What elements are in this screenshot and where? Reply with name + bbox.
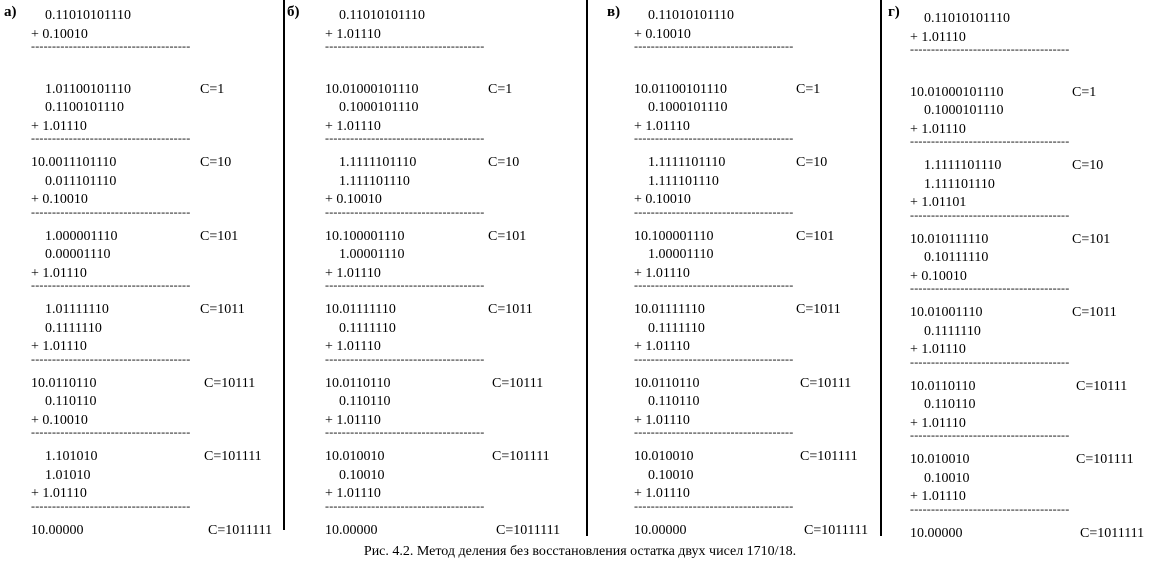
- panel-label: г): [888, 4, 900, 20]
- quotient-value: C=101111: [204, 449, 262, 464]
- binary-operand: 10.0110110: [910, 378, 976, 394]
- sum-separator: --------------------------------------: [325, 351, 485, 366]
- sum-separator: --------------------------------------: [634, 204, 794, 219]
- binary-operand: 0.00001110: [45, 247, 111, 262]
- sum-separator: --------------------------------------: [634, 425, 794, 439]
- binary-operand: 1.111101110: [648, 173, 719, 189]
- binary-operand: 0.11010101110: [648, 8, 734, 23]
- binary-operand: 10.010010: [910, 452, 970, 467]
- binary-operand: 10.010010: [634, 449, 694, 464]
- binary-operand: + 1.01110: [31, 486, 87, 501]
- quotient-value: C=1: [200, 81, 225, 97]
- sum-separator: --------------------------------------: [910, 428, 1070, 442]
- sum-separator: --------------------------------------: [325, 39, 485, 53]
- panel-label: а): [4, 4, 17, 20]
- binary-operand: 10.0011101110: [31, 155, 117, 170]
- binary-operand: 0.110110: [924, 397, 976, 412]
- binary-operand: 0.011101110: [45, 173, 117, 189]
- binary-operand: 10.100001110: [634, 228, 714, 244]
- binary-operand: 1.1111101110: [339, 155, 417, 170]
- sum-separator: --------------------------------------: [634, 131, 794, 145]
- quotient-value: C=1011111: [208, 522, 273, 538]
- binary-operand: 0.1111110: [648, 320, 705, 336]
- sum-separator: --------------------------------------: [325, 425, 485, 439]
- binary-operand: 0.10010: [339, 467, 385, 483]
- quotient-value: C=1: [796, 81, 821, 97]
- binary-operand: + 1.01110: [634, 265, 690, 281]
- quotient-value: C=1011: [1072, 305, 1117, 320]
- column-divider: [283, 0, 285, 530]
- binary-operand: + 1.01110: [634, 412, 690, 428]
- sum-separator: --------------------------------------: [31, 498, 191, 513]
- binary-operand: 0.1111110: [45, 320, 102, 336]
- quotient-value: C=10111: [1076, 378, 1128, 394]
- binary-operand: 0.10010: [648, 467, 694, 483]
- binary-operand: + 1.01110: [634, 118, 690, 134]
- binary-operand: 0.110110: [648, 394, 700, 409]
- binary-operand: + 1.01110: [325, 26, 381, 42]
- sum-separator: --------------------------------------: [325, 131, 485, 145]
- binary-operand: 10.01000101110: [910, 84, 1004, 100]
- binary-operand: + 0.10010: [31, 412, 88, 428]
- binary-operand: 10.00000: [634, 522, 687, 538]
- binary-operand: 0.1000101110: [339, 100, 419, 115]
- binary-operand: 10.100001110: [325, 228, 405, 244]
- binary-operand: 10.0110110: [634, 375, 700, 391]
- binary-operand: + 1.01110: [634, 339, 690, 354]
- binary-operand: + 0.10010: [634, 26, 691, 42]
- binary-operand: + 1.01101: [910, 195, 967, 210]
- quotient-value: C=1011111: [1080, 525, 1145, 541]
- sum-separator: --------------------------------------: [325, 204, 485, 219]
- quotient-value: C=10: [796, 155, 828, 170]
- binary-operand: + 1.01110: [325, 265, 381, 281]
- quotient-value: C=10: [488, 155, 520, 170]
- binary-operand: 1.000001110: [45, 228, 118, 244]
- binary-operand: 10.01111110: [325, 302, 396, 317]
- binary-operand: 1.00001110: [648, 247, 714, 262]
- binary-operand: 0.1111110: [339, 320, 396, 336]
- sum-separator: --------------------------------------: [31, 39, 191, 53]
- binary-operand: + 1.01110: [325, 412, 381, 428]
- sum-separator: --------------------------------------: [31, 131, 191, 145]
- binary-operand: 1.01010: [45, 467, 91, 483]
- binary-operand: + 0.10010: [634, 192, 691, 207]
- sum-separator: --------------------------------------: [634, 351, 794, 366]
- binary-operand: 1.01111110: [45, 302, 109, 317]
- quotient-value: C=10111: [204, 375, 256, 391]
- binary-operand: + 1.01110: [910, 29, 966, 45]
- binary-operand: 0.1000101110: [648, 100, 728, 115]
- binary-operand: 0.1111110: [924, 323, 981, 339]
- binary-operand: + 0.10010: [910, 268, 967, 284]
- binary-operand: 0.11010101110: [924, 11, 1010, 26]
- quotient-value: C=1011: [200, 302, 245, 317]
- sum-separator: --------------------------------------: [634, 498, 794, 513]
- binary-operand: 0.1100101110: [45, 100, 124, 115]
- binary-operand: 0.1000101110: [924, 103, 1004, 118]
- binary-operand: 10.01000101110: [325, 81, 419, 97]
- quotient-value: C=101: [796, 228, 835, 244]
- quotient-value: C=1011111: [804, 522, 869, 538]
- quotient-value: C=101: [488, 228, 527, 244]
- binary-operand: + 1.01110: [325, 486, 381, 501]
- quotient-value: C=1: [1072, 84, 1097, 100]
- binary-operand: 0.110110: [45, 394, 97, 409]
- quotient-value: C=101111: [800, 449, 858, 464]
- binary-operand: + 1.01110: [634, 486, 690, 501]
- panel-label: в): [607, 4, 621, 20]
- binary-operand: + 1.01110: [910, 415, 966, 431]
- binary-operand: + 1.01110: [325, 118, 381, 134]
- column-divider: [880, 0, 882, 536]
- column-divider: [586, 0, 588, 536]
- sum-separator: --------------------------------------: [31, 351, 191, 366]
- binary-operand: 0.10111110: [924, 250, 989, 265]
- quotient-value: C=10111: [800, 375, 852, 391]
- sum-separator: --------------------------------------: [325, 278, 485, 292]
- sum-separator: --------------------------------------: [910, 207, 1070, 222]
- quotient-value: C=1: [488, 81, 513, 97]
- binary-operand: + 1.01110: [910, 342, 966, 357]
- binary-operand: + 1.01110: [910, 489, 966, 504]
- binary-operand: + 1.01110: [31, 118, 87, 134]
- binary-operand: 1.01100101110: [45, 81, 131, 97]
- binary-operand: 0.10010: [924, 470, 970, 486]
- sum-separator: --------------------------------------: [910, 354, 1070, 369]
- binary-operand: 1.101010: [45, 449, 98, 464]
- binary-operand: 10.01001110: [910, 305, 983, 320]
- binary-operand: 0.11010101110: [45, 8, 131, 23]
- binary-operand: + 1.01110: [325, 339, 381, 354]
- binary-operand: + 0.10010: [325, 192, 382, 207]
- sum-separator: --------------------------------------: [31, 204, 191, 219]
- sum-separator: --------------------------------------: [910, 281, 1070, 295]
- binary-operand: 1.1111101110: [924, 158, 1002, 173]
- quotient-value: C=10: [200, 155, 232, 170]
- figure-caption: Рис. 4.2. Метод деления без восстановления остатка двух чисел 1710/18.: [363, 544, 797, 559]
- binary-operand: 10.010010: [325, 449, 385, 464]
- sum-separator: --------------------------------------: [31, 425, 191, 439]
- quotient-value: C=10111: [492, 375, 544, 391]
- binary-operand: 10.00000: [31, 522, 84, 538]
- binary-operand: + 1.01110: [31, 265, 87, 281]
- sum-separator: --------------------------------------: [910, 501, 1070, 516]
- binary-operand: 10.01111110: [634, 302, 705, 317]
- binary-operand: 1.111101110: [924, 176, 995, 192]
- binary-operand: + 0.10010: [31, 26, 88, 42]
- quotient-value: C=101111: [1076, 452, 1134, 467]
- binary-operand: + 1.01110: [31, 339, 87, 354]
- quotient-value: C=101: [200, 228, 239, 244]
- binary-operand: 0.11010101110: [339, 8, 425, 23]
- quotient-value: C=101: [1072, 231, 1111, 247]
- sum-separator: --------------------------------------: [325, 498, 485, 513]
- sum-separator: --------------------------------------: [634, 39, 794, 53]
- quotient-value: C=10: [1072, 158, 1104, 173]
- quotient-value: C=1011: [796, 302, 841, 317]
- quotient-value: C=1011: [488, 302, 533, 317]
- sum-separator: --------------------------------------: [910, 42, 1070, 56]
- panel-label: б): [287, 4, 300, 20]
- binary-operand: 1.00001110: [339, 247, 405, 262]
- sum-separator: --------------------------------------: [910, 134, 1070, 148]
- binary-operand: 10.00000: [325, 522, 378, 538]
- binary-operand: 10.010111110: [910, 231, 989, 247]
- binary-operand: 10.0110110: [325, 375, 391, 391]
- sum-separator: --------------------------------------: [634, 278, 794, 292]
- sum-separator: --------------------------------------: [31, 278, 191, 292]
- binary-operand: + 1.01110: [910, 121, 966, 137]
- quotient-value: C=101111: [492, 449, 550, 464]
- binary-operand: + 0.10010: [31, 192, 88, 207]
- binary-operand: 1.111101110: [339, 173, 410, 189]
- binary-operand: 10.01100101110: [634, 81, 727, 97]
- quotient-value: C=1011111: [496, 522, 561, 538]
- binary-operand: 0.110110: [339, 394, 391, 409]
- binary-operand: 1.1111101110: [648, 155, 726, 170]
- binary-operand: 10.00000: [910, 525, 963, 541]
- binary-operand: 10.0110110: [31, 375, 97, 391]
